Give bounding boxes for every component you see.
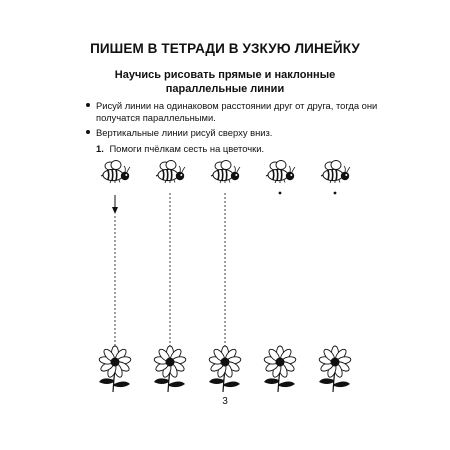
task-number: 1. [96, 143, 104, 154]
task-text: Помоги пчёлкам сесть на цветочки. [109, 143, 265, 154]
page-title: ПИШЕМ В ТЕТРАДИ В УЗКУЮ ЛИНЕЙКУ [90, 41, 360, 56]
bee-icon [156, 161, 185, 184]
bee-column-4 [264, 161, 297, 393]
flower-icon [264, 346, 297, 392]
instruction-text: Рисуй линии на одинаковом расстоянии друг от друга, тогда они получатся параллельными. [96, 100, 378, 123]
bee-column-3 [209, 161, 242, 393]
page-number: 3 [222, 396, 228, 407]
bee-icon [266, 161, 295, 184]
instruction-text: Вертикальные линии рисуй сверху вниз. [96, 127, 273, 138]
bee-icon [101, 161, 130, 184]
subtitle-line-1: Научись рисовать прямые и наклонные [114, 69, 336, 81]
flower-icon [154, 346, 187, 392]
bee-column-2 [154, 161, 187, 393]
bee-column-5 [319, 161, 352, 393]
bee-column-1 [99, 161, 132, 393]
flower-icon [319, 346, 352, 392]
bee-icon [211, 161, 240, 184]
arrow-down-icon [112, 207, 118, 214]
flower-icon [99, 346, 132, 392]
start-dot[interactable] [279, 192, 282, 195]
start-dot[interactable] [334, 192, 337, 195]
bee-icon [321, 161, 350, 184]
flower-icon [209, 346, 242, 392]
subtitle-line-2: параллельные линии [165, 83, 285, 95]
